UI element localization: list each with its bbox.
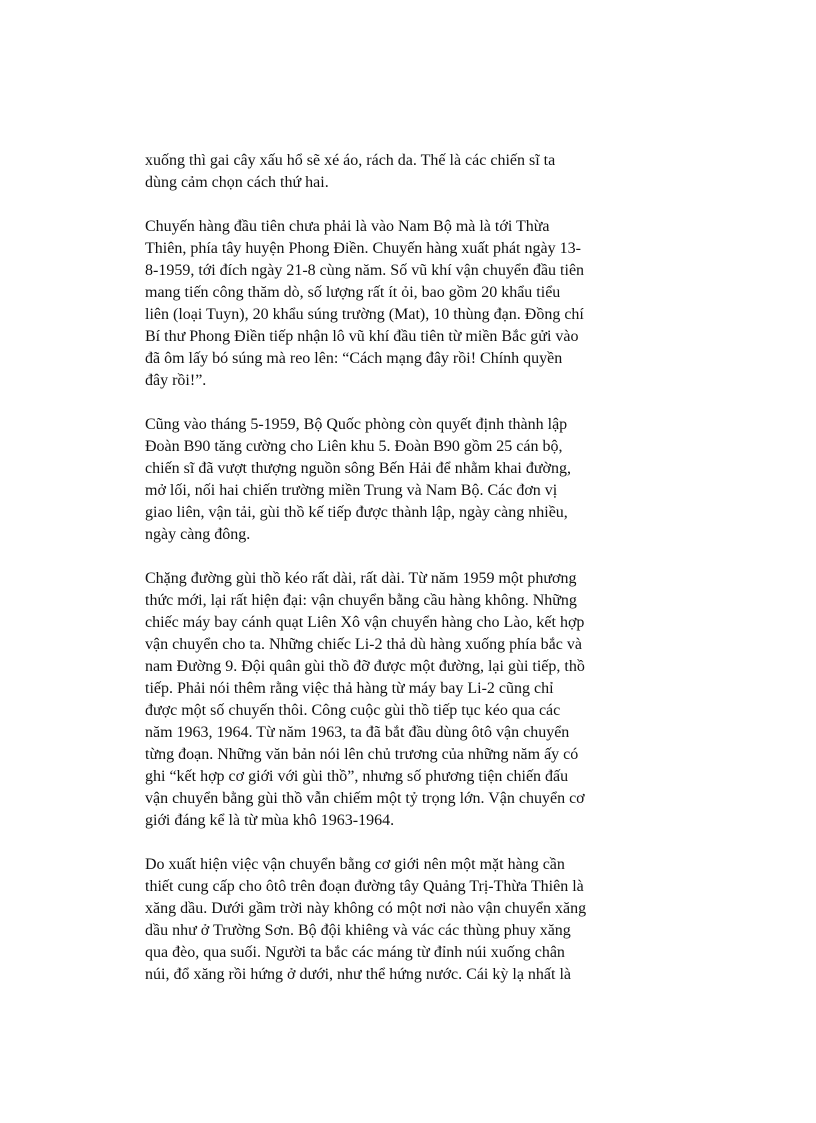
text-line: dùng cảm chọn cách thứ hai. [145,174,329,191]
text-line: đã ôm lấy bó súng mà reo lên: “Cách mạng đây rồi! Chính quyền [145,350,563,367]
text-line: Bí thư Phong Điền tiếp nhận lô vũ khí đầu tiên từ miền Bắc gửi vào [145,328,579,345]
paragraph-5 [145,854,670,986]
text-line: dầu như ở Trường Sơn. Bộ đội khiêng và vác các thùng phuy xăng [145,922,571,939]
text-line: xăng dầu. Dưới gầm trời này không có một nơi nào vận chuyển xăng [145,900,587,917]
text-line: Do xuất hiện việc vận chuyển bằng cơ giới nên một mặt hàng cần [145,856,565,873]
text-line: đây rồi!”. [145,372,207,389]
text-line: nam Đường 9. Đội quân gùi thồ đỡ được một đường, lại gùi tiếp, thồ [145,658,585,675]
text-line: vận chuyển cho ta. Những chiếc Li-2 thả dù hàng xuống phía bắc và [145,636,582,653]
paragraph-3 [145,414,670,546]
text-line: vận chuyển bằng gùi thồ vẫn chiếm một tỷ trọng lớn. Vận chuyển cơ [145,790,585,807]
text-line: Thiên, phía tây huyện Phong Điền. Chuyến hàng xuất phát ngày 13- [145,240,581,257]
text-line: 8-1959, tới đích ngày 21-8 cùng năm. Số vũ khí vận chuyển đầu tiên [145,262,585,279]
text-line: ghi “kết hợp cơ giới với gùi thồ”, nhưng số phương tiện chiến đấu [145,768,569,785]
paragraph-4 [145,568,670,832]
text-line: liên (loại Tuyn), 20 khẩu súng trường (Mat), 10 thùng đạn. Đồng chí [145,306,584,323]
text-line: chiếc máy bay cánh quạt Liên Xô vận chuyển hàng cho Lào, kết hợp [145,614,585,631]
paragraph-2 [145,216,670,392]
text-line: giao liên, vận tải, gùi thồ kế tiếp được thành lập, ngày càng nhiều, [145,504,568,521]
text-line: xuống thì gai cây xấu hổ sẽ xé áo, rách da. Thế là các chiến sĩ ta [145,152,556,169]
paragraph-1 [145,150,670,194]
text-line: mở lối, nối hai chiến trường miền Trung và Nam Bộ. Các đơn vị [145,482,558,499]
body-text [145,150,670,1008]
text-line: Chặng đường gùi thồ kéo rất dài, rất dài. Từ năm 1959 một phương [145,570,577,587]
text-line: núi, đổ xăng rồi hứng ở dưới, như thể hứng nước. Cái kỳ lạ nhất là [145,966,572,983]
text-line: tiếp. Phải nói thêm rằng việc thả hàng từ máy bay Li-2 cũng chỉ [145,680,554,697]
text-line: Cũng vào tháng 5-1959, Bộ Quốc phòng còn quyết định thành lập [145,416,568,433]
text-line: Đoàn B90 tăng cường cho Liên khu 5. Đoàn B90 gồm 25 cán bộ, [145,438,563,455]
text-line: thiết cung cấp cho ôtô trên đoạn đường tây Quảng Trị-Thừa Thiên là [145,878,584,895]
text-line: qua đèo, qua suối. Người ta bắc các máng từ đỉnh núi xuống chân [145,944,565,961]
text-line: được một số chuyến thôi. Công cuộc gùi thồ tiếp tục kéo qua các [145,702,561,719]
text-line: năm 1963, 1964. Từ năm 1963, ta đã bắt đầu dùng ôtô vận chuyển [145,724,570,741]
text-line: từng đoạn. Những văn bản nói lên chủ trương của những năm ấy có [145,746,579,763]
text-line: thức mới, lại rất hiện đại: vận chuyển bằng cầu hàng không. Những [145,592,577,609]
text-line: Chuyến hàng đầu tiên chưa phải là vào Nam Bộ mà là tới Thừa [145,218,550,235]
text-line: mang tiến công thăm dò, số lượng rất ít ỏi, bao gồm 20 khẩu tiểu [145,284,561,301]
text-line: ngày càng đông. [145,526,251,543]
text-line: giới đáng kể là từ mùa khô 1963-1964. [145,812,395,829]
text-line: chiến sĩ đã vượt thượng nguồn sông Bến Hải để nhằm khai đường, [145,460,572,477]
